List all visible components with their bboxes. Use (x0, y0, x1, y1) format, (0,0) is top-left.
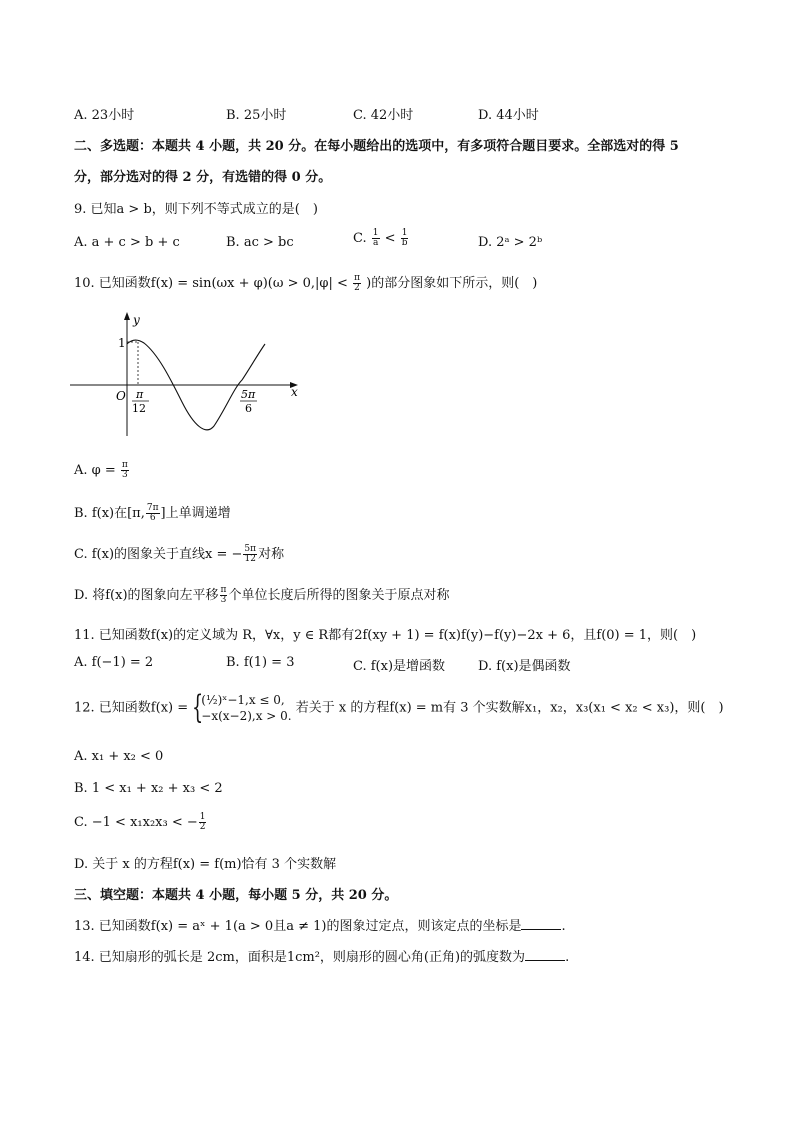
answer-blank (521, 918, 561, 930)
q8-option-c: C. 42小时 (353, 108, 414, 123)
fraction: $\frac{\pi}{2}$ (354, 273, 360, 293)
q12-stem: 12. 已知函数f(x) = { (½)ˣ−1,x ≤ 0, −x(x−2),x > 0. 若关于 x 的方程f(x) = m有 3 个实数解x₁，x₂，x₃(x₁ < x₂ < x₃)，则( ) (74, 688, 724, 726)
section2-heading-line2: 分，部分选对的得 2 分，有选错的得 0 分。 (74, 170, 332, 185)
q13-stem: 13. 已知函数f(x) = aˣ + 1(a > 0且a ≠ 1)的图象过定点，则该定点的坐标是 . (74, 919, 566, 934)
graph-one-label: 1 (118, 336, 126, 350)
graph-tick2-num: 5π (241, 388, 256, 401)
section2-heading-line1: 二、多选题：本题共 4 小题，共 20 分。在每小题给出的选项中，有多项符合题目要求。全部选对的得 5 (74, 139, 679, 154)
q8-option-d: D. 44小时 (478, 108, 539, 123)
q9-option-b: B. ac > bc (226, 235, 294, 250)
fraction: $\frac{7\pi}{6}$ (146, 503, 159, 523)
fraction: $\frac{1}{a}$ (372, 228, 379, 248)
q11-option-c: C. f(x)是增函数 (353, 659, 446, 674)
q10-option-b: B. f(x)在[π, $\frac{7\pi}{6}$ ]上单调递增 (74, 503, 231, 523)
q10-stem: 10. 已知函数f(x) = sin(ωx + φ)(ω > 0,|φ| < $\frac{\pi}{2}$ )的部分图象如下所示，则( ) (74, 273, 538, 293)
graph-tick1-num: π (136, 388, 144, 401)
q10-sine-graph (66, 308, 306, 440)
q11-option-a: A. f(−1) = 2 (74, 655, 154, 670)
q8-option-a: A. 23小时 (74, 108, 135, 123)
fraction: $\frac{1}{2}$ (199, 812, 206, 832)
q11-stem: 11. 已知函数f(x)的定义域为 R，∀x，y ∈ R都有2f(xy + 1) = f(x)f(y)−f(y)−2x + 6，且f(0) = 1，则( ) (74, 628, 697, 643)
piecewise-definition: { (½)ˣ−1,x ≤ 0, −x(x−2),x > 0. (192, 688, 292, 726)
graph-origin-label: O (116, 389, 126, 403)
fraction: $\frac{\pi}{3}$ (220, 585, 227, 605)
fraction: $\frac{1}{b}$ (401, 228, 408, 248)
graph-y-label: y (133, 313, 140, 327)
q12-option-c: C. −1 < x₁x₂x₃ < − $\frac{1}{2}$ (74, 812, 206, 832)
q9-option-d: D. 2ᵃ > 2ᵇ (478, 235, 543, 250)
q11-option-d: D. f(x)是偶函数 (478, 659, 571, 674)
q12-option-b: B. 1 < x₁ + x₂ + x₃ < 2 (74, 781, 223, 796)
graph-tick1-den: 12 (132, 402, 146, 415)
q9-option-c: C. $\frac{1}{a}$ < $\frac{1}{b}$ (353, 228, 408, 248)
q14-stem: 14. 已知扇形的弧长是 2cm，面积是1cm²，则扇形的圆心角(正角)的弧度数为 . (74, 950, 570, 965)
graph-tick2-den: 6 (245, 402, 252, 415)
q9-stem: 9. 已知a > b，则下列不等式成立的是( ) (74, 202, 318, 217)
q10-option-a: A. φ = $\frac{\pi}{3}$ (74, 460, 128, 480)
graph-x-label: x (291, 385, 298, 399)
section3-heading: 三、填空题：本题共 4 小题，每小题 5 分，共 20 分。 (74, 888, 398, 903)
fraction: $\frac{\pi}{3}$ (121, 460, 128, 480)
fraction: $\frac{5\pi}{12}$ (244, 544, 257, 564)
q11-option-b: B. f(1) = 3 (226, 655, 295, 670)
q10-option-d: D. 将f(x)的图象向左平移 $\frac{\pi}{3}$ 个单位长度后所得的图象关于原点对称 (74, 585, 450, 605)
q9-option-a: A. a + c > b + c (74, 235, 180, 250)
q10-option-c: C. f(x)的图象关于直线x = − $\frac{5\pi}{12}$ 对称 (74, 544, 285, 564)
q8-option-b: B. 25小时 (226, 108, 287, 123)
answer-blank (525, 949, 565, 961)
q12-option-a: A. x₁ + x₂ < 0 (74, 749, 164, 764)
q12-option-d: D. 关于 x 的方程f(x) = f(m)恰有 3 个实数解 (74, 857, 337, 872)
